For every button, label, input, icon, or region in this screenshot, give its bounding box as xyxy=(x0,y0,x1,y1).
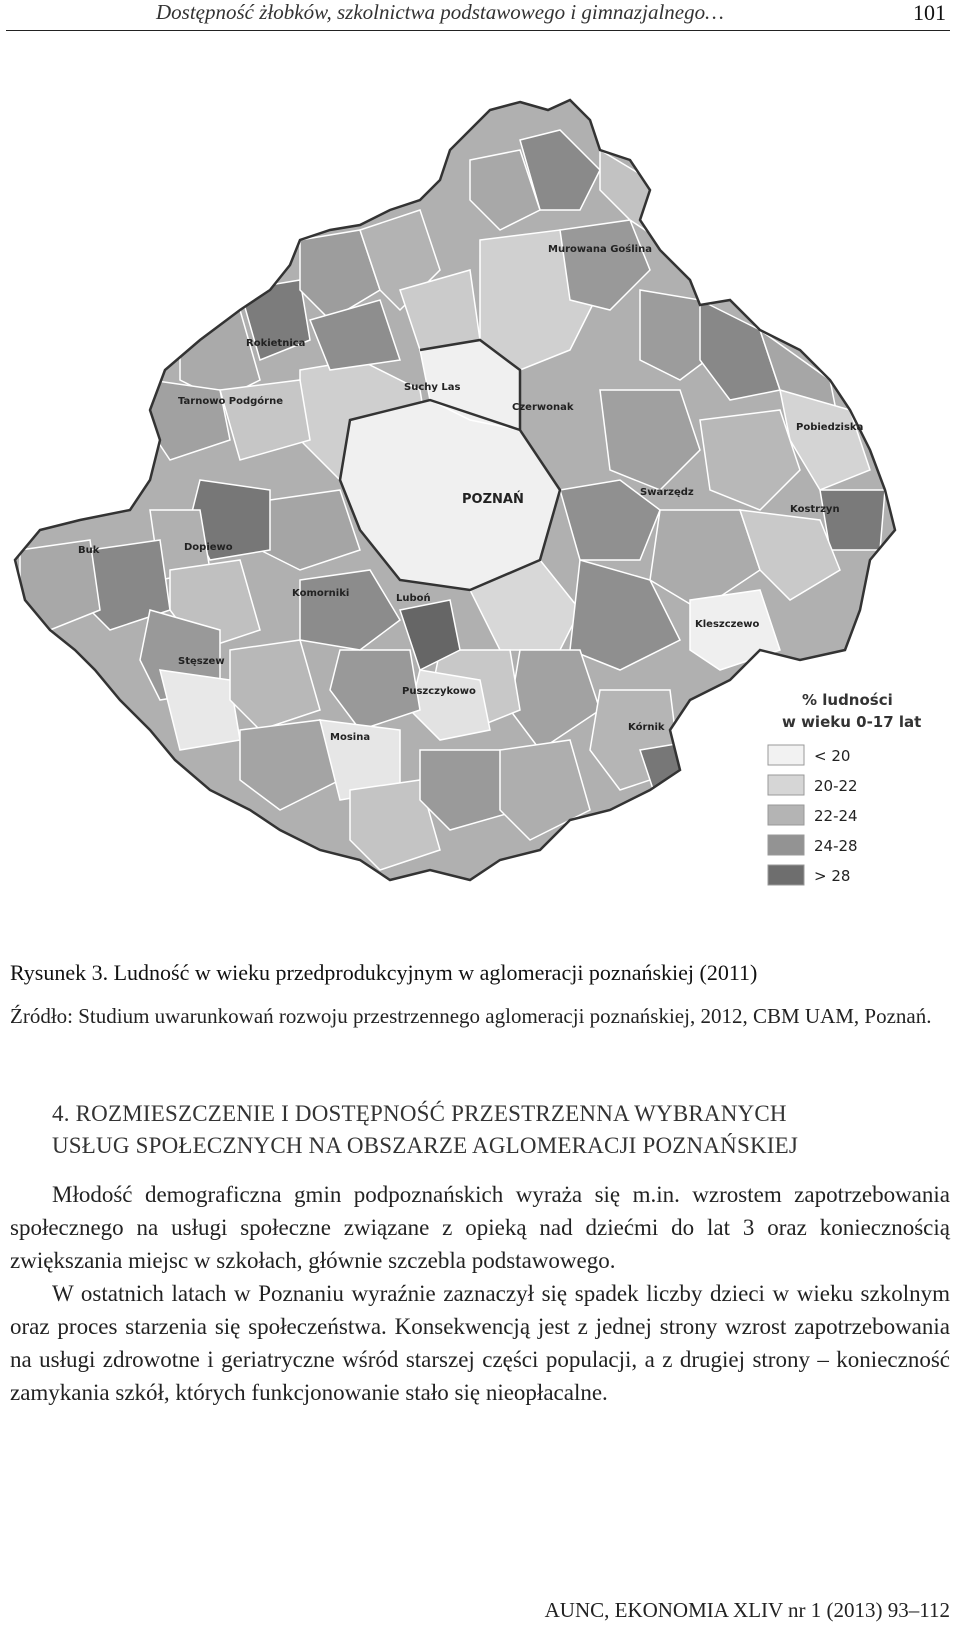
legend-swatch xyxy=(768,865,804,885)
figure-caption: Rysunek 3. Ludność w wieku przedprodukcyjnym w aglomeracji poznańskiej (2011) xyxy=(10,960,758,985)
legend-label: 24-28 xyxy=(814,837,858,855)
legend-title-line1: % ludności xyxy=(802,691,893,709)
section-heading xyxy=(52,1098,932,1162)
map-label: Murowana Goślina xyxy=(548,244,652,255)
map-label-poznan: POZNAŃ xyxy=(462,492,524,507)
figure-map xyxy=(0,90,960,940)
map-label: Stęszew xyxy=(178,656,225,667)
map-label: Mosina xyxy=(330,732,371,743)
map-label: Rokietnica xyxy=(246,338,306,349)
legend-swatch xyxy=(768,745,804,765)
body-text xyxy=(10,1178,950,1409)
paragraph: Młodość demograficzna gmin podpoznańskich wyraża się m.in. wzrostem zapotrzebowania społecznego na usługi społeczne związane z opieką nad dziećmi do lat 3 oraz koniecznością zwiększania miejsc w szkołach, głównie szczebla podstawowego. xyxy=(10,1182,950,1273)
legend-title-line2: w wieku 0-17 lat xyxy=(782,713,922,731)
legend-swatch xyxy=(768,835,804,855)
map-label: Buk xyxy=(78,545,100,556)
map-label: Kleszczewo xyxy=(695,619,760,630)
map-label: Pobiedziska xyxy=(796,422,864,433)
map-label: Suchy Las xyxy=(404,382,461,393)
map-label: Dopiewo xyxy=(184,542,233,553)
legend-label: 20-22 xyxy=(814,777,858,795)
map-label: Puszczykowo xyxy=(402,686,476,697)
map-label: Komorniki xyxy=(292,588,350,599)
legend-label: > 28 xyxy=(814,867,851,885)
section-heading-line1: 4. ROZMIESZCZENIE I DOSTĘPNOŚĆ PRZESTRZENNA WYBRANYCH xyxy=(52,1101,787,1126)
svg-text:Murowana Goślina xyxy=(548,243,652,255)
paragraph: W ostatnich latach w Poznaniu wyraźnie zaznaczył się spadek liczby dzieci w wieku szkolnym oraz proces starzenia się społeczeństwa. Konsekwencją jest z jednej strony wzrost zapotrzebowania na usługi zdrowotne i geriatryczne wśród starszej części populacji, a z drugiej strony – konieczność zamykania szkół, których funkcjonowanie stało się nieopłacalne. xyxy=(10,1281,950,1405)
map-label: Kórnik xyxy=(628,722,665,733)
map-label: Czerwonak xyxy=(512,402,574,413)
page-number: 101 xyxy=(913,0,946,25)
choropleth-map xyxy=(0,90,960,940)
legend-label: < 20 xyxy=(814,747,851,765)
map-label: Tarnowo Podgórne xyxy=(178,396,284,407)
legend-label: 22-24 xyxy=(814,807,858,825)
legend-swatch xyxy=(768,805,804,825)
journal-footer: AUNC, EKONOMIA XLIV nr 1 (2013) 93–112 xyxy=(544,1598,950,1622)
running-header xyxy=(6,0,950,31)
legend-swatch xyxy=(768,775,804,795)
map-label: Luboń xyxy=(396,593,431,604)
map-label: Kostrzyn xyxy=(790,504,840,515)
running-title: Dostępność żłobków, szkolnictwa podstawowego i gimnazjalnego… xyxy=(156,0,724,24)
section-heading-line2: USŁUG SPOŁECZNYCH NA OBSZARZE AGLOMERACJI POZNAŃSKIEJ xyxy=(52,1133,799,1158)
figure-source: Źródło: Studium uwarunkowań rozwoju przestrzennego aglomeracji poznańskiej, 2012, CBM UAM, Poznań. xyxy=(10,1004,932,1028)
map-label: Swarzędz xyxy=(640,487,694,498)
map-legend xyxy=(768,691,921,885)
